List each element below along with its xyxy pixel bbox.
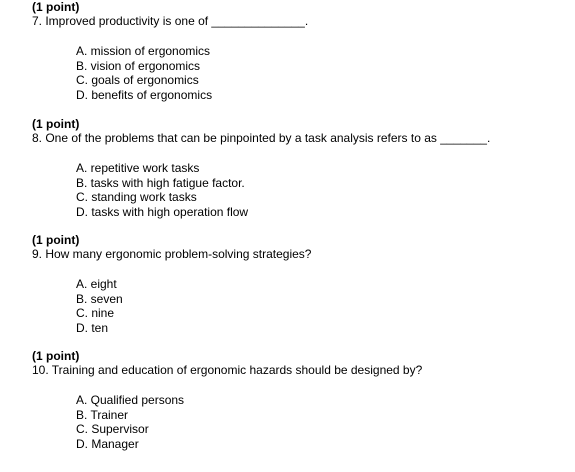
answer-option-a[interactable]: A. eight bbox=[76, 277, 117, 291]
answer-option-b[interactable]: B. vision of ergonomics bbox=[76, 58, 201, 73]
answer-option-a[interactable]: A. Qualified persons bbox=[76, 393, 185, 407]
question-prompt: 9. How many ergonomic problem-solving strategies? bbox=[32, 247, 312, 261]
answer-option-a[interactable]: A. repetitive work tasks bbox=[76, 161, 200, 175]
answer-options bbox=[76, 277, 123, 335]
answer-option-c[interactable]: C. nine bbox=[76, 306, 115, 321]
question-7 bbox=[32, 0, 552, 102]
answer-option-d[interactable]: D. Manager bbox=[76, 436, 139, 451]
answer-option-d[interactable]: D. benefits of ergonomics bbox=[76, 87, 213, 102]
question-points: (1 point) bbox=[32, 117, 80, 131]
answer-option-b[interactable]: B. tasks with high fatigue factor. bbox=[76, 175, 245, 190]
answer-options bbox=[76, 393, 184, 451]
answer-option-c[interactable]: C. standing work tasks bbox=[76, 190, 197, 205]
question-points: (1 point) bbox=[32, 0, 80, 14]
question-points: (1 point) bbox=[32, 233, 80, 247]
answer-option-b[interactable]: B. seven bbox=[76, 291, 123, 306]
answer-option-d[interactable]: D. tasks with high operation flow bbox=[76, 204, 249, 219]
answer-option-d[interactable]: D. ten bbox=[76, 320, 109, 335]
question-10 bbox=[32, 349, 552, 451]
answer-options bbox=[76, 161, 248, 219]
answer-option-a[interactable]: A. mission of ergonomics bbox=[76, 44, 211, 58]
answer-option-b[interactable]: B. Trainer bbox=[76, 407, 129, 422]
answer-option-c[interactable]: C. goals of ergonomics bbox=[76, 73, 199, 88]
question-points: (1 point) bbox=[32, 349, 80, 363]
question-9 bbox=[32, 233, 552, 335]
answer-options bbox=[76, 44, 212, 102]
answer-option-c[interactable]: C. Supervisor bbox=[76, 422, 149, 437]
question-prompt: 7. Improved productivity is one of ______________. bbox=[32, 14, 309, 28]
question-prompt: 10. Training and education of ergonomic hazards should be designed by? bbox=[32, 363, 423, 377]
question-prompt: 8. One of the problems that can be pinpointed by a task analysis refers to as _______. bbox=[32, 131, 491, 145]
question-8 bbox=[32, 117, 552, 219]
